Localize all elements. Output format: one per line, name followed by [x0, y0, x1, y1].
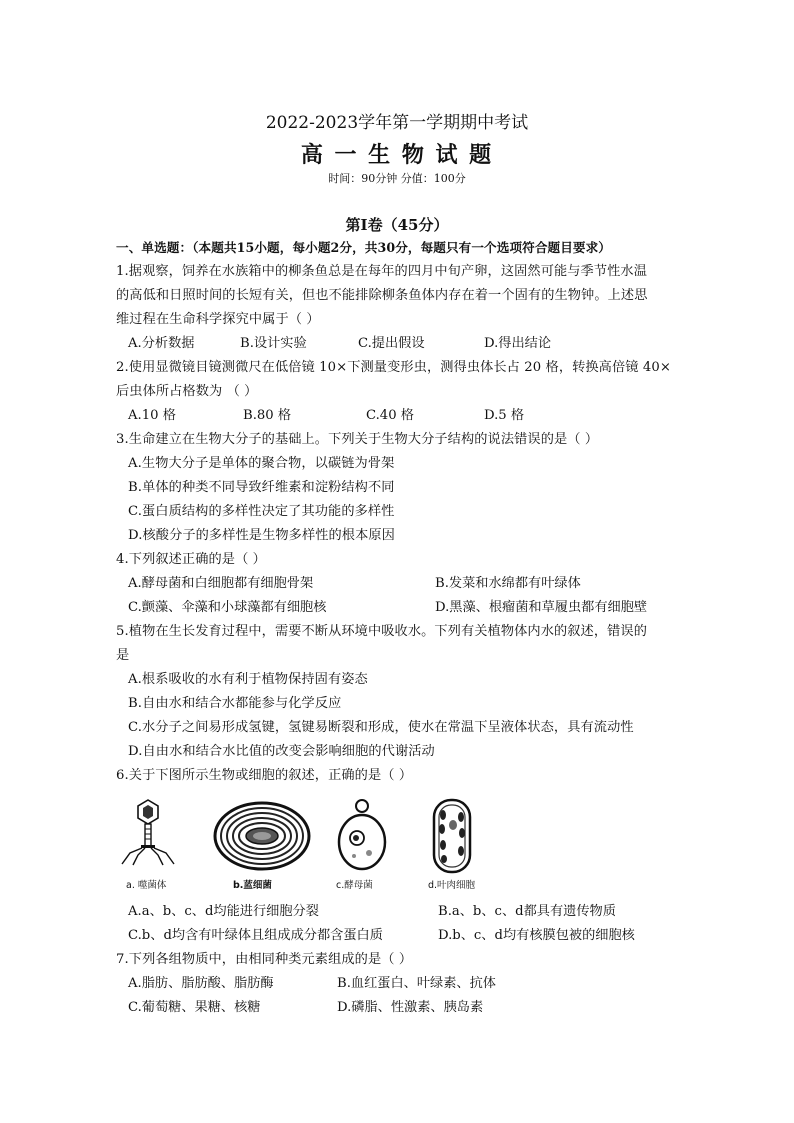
q6-option-b: B.a、b、c、d都具有遗传物质 [438, 904, 616, 919]
figure-label-b: b.蓝细菌 [233, 880, 272, 891]
q5-option-c: C.水分子之间易形成氢键，氢键易断裂和形成，使水在常温下呈液体状态，具有流动性 [128, 720, 634, 735]
yeast-figure [334, 798, 390, 872]
q3-stem: 3.生命建立在生物大分子的基础上。下列关于生物大分子结构的说法错误的是（ ） [116, 432, 599, 447]
q7-stem: 7.下列各组物质中，由相同种类元素组成的是（ ） [116, 952, 413, 967]
part-instruction: 一、单选题：（本题共15小题，每小题2分，共30分，每题只有一个选项符合题目要求） [116, 240, 611, 255]
q4-stem: 4.下列叙述正确的是（ ） [116, 552, 266, 567]
q4-option-c: C.颤藻、伞藻和小球藻都有细胞核 [128, 600, 327, 615]
bacteriophage-figure [116, 798, 180, 868]
q1-option-c: C.提出假设 [358, 336, 425, 351]
q1-stem-line3: 维过程在生命科学探究中属于（ ） [116, 312, 320, 327]
q2-option-d: D.5 格 [484, 408, 525, 423]
q2-option-b: B.80 格 [243, 408, 292, 423]
section-title: 第Ⅰ卷（45分） [345, 216, 449, 234]
q3-option-b: B.单体的种类不同导致纤维素和淀粉结构不同 [128, 480, 395, 495]
q5-option-d: D.自由水和结合水比值的改变会影响细胞的代谢活动 [128, 744, 435, 759]
q7-option-a: A.脂肪、脂肪酸、脂肪酶 [128, 976, 274, 991]
figure-label-a: a. 噬菌体 [126, 880, 167, 891]
figure-label-d: d.叶肉细胞 [428, 880, 476, 891]
q1-stem-line2: 的高低和日照时间的长短有关，但也不能排除柳条鱼体内存在着一个固有的生物钟。上述思 [116, 288, 648, 303]
q2-stem-line2: 后虫体所占格数为 （ ） [116, 384, 258, 399]
q6-option-c: C.b、d均含有叶绿体且组成成分都含蛋白质 [128, 928, 383, 943]
q5-option-b: B.自由水和结合水都能参与化学反应 [128, 696, 342, 711]
q2-option-c: C.40 格 [366, 408, 414, 423]
q6-option-a: A.a、b、c、d均能进行细胞分裂 [128, 904, 319, 919]
q2-option-a: A.10 格 [128, 408, 176, 423]
q1-option-a: A.分析数据 [128, 336, 195, 351]
q3-option-a: A.生物大分子是单体的聚合物，以碳链为骨架 [128, 456, 395, 471]
q5-stem-line1: 5.植物在生长发育过程中，需要不断从环境中吸收水。下列有关植物体内水的叙述，错误的 [116, 624, 647, 639]
q2-stem-line1: 2.使用显微镜目镜测微尺在低倍镜 10×下测量变形虫，测得虫体长占 20 格，转换高倍镜 40× [116, 360, 671, 375]
q1-stem-line1: 1.据观察，饲养在水族箱中的柳条鱼总是在每年的四月中旬产卵，这固然可能与季节性水温 [116, 264, 647, 279]
cyanobacterium-figure [212, 800, 312, 872]
exam-title: 2022-2023学年第一学期期中考试 [265, 113, 529, 133]
q6-stem: 6.关于下图所示生物或细胞的叙述，正确的是（ ） [116, 768, 413, 783]
q4-option-d: D.黑藻、根瘤菌和草履虫都有细胞壁 [435, 600, 648, 615]
q3-option-c: C.蛋白质结构的多样性决定了其功能的多样性 [128, 504, 395, 519]
q7-option-b: B.血红蛋白、叶绿素、抗体 [337, 976, 496, 991]
q7-option-c: C.葡萄糖、果糖、核糖 [128, 1000, 261, 1015]
subject-title: 高 一 生 物 试 题 [300, 142, 494, 168]
time-score: 时间：90分钟 分值：100分 [328, 172, 466, 185]
q6-option-d: D.b、c、d均有核膜包被的细胞核 [438, 928, 635, 943]
mesophyll-cell-figure [430, 797, 474, 875]
q3-option-d: D.核酸分子的多样性是生物多样性的根本原因 [128, 528, 395, 543]
q4-option-b: B.发菜和水绵都有叶绿体 [435, 576, 581, 591]
figure-label-c: c.酵母菌 [336, 880, 373, 891]
q5-stem-line2: 是 [116, 648, 130, 663]
q5-option-a: A.根系吸收的水有利于植物保持固有姿态 [128, 672, 368, 687]
q1-option-b: B.设计实验 [240, 336, 307, 351]
q4-option-a: A.酵母菌和白细胞都有细胞骨架 [128, 576, 314, 591]
q7-option-d: D.磷脂、性激素、胰岛素 [337, 1000, 484, 1015]
q1-option-d: D.得出结论 [484, 336, 552, 351]
